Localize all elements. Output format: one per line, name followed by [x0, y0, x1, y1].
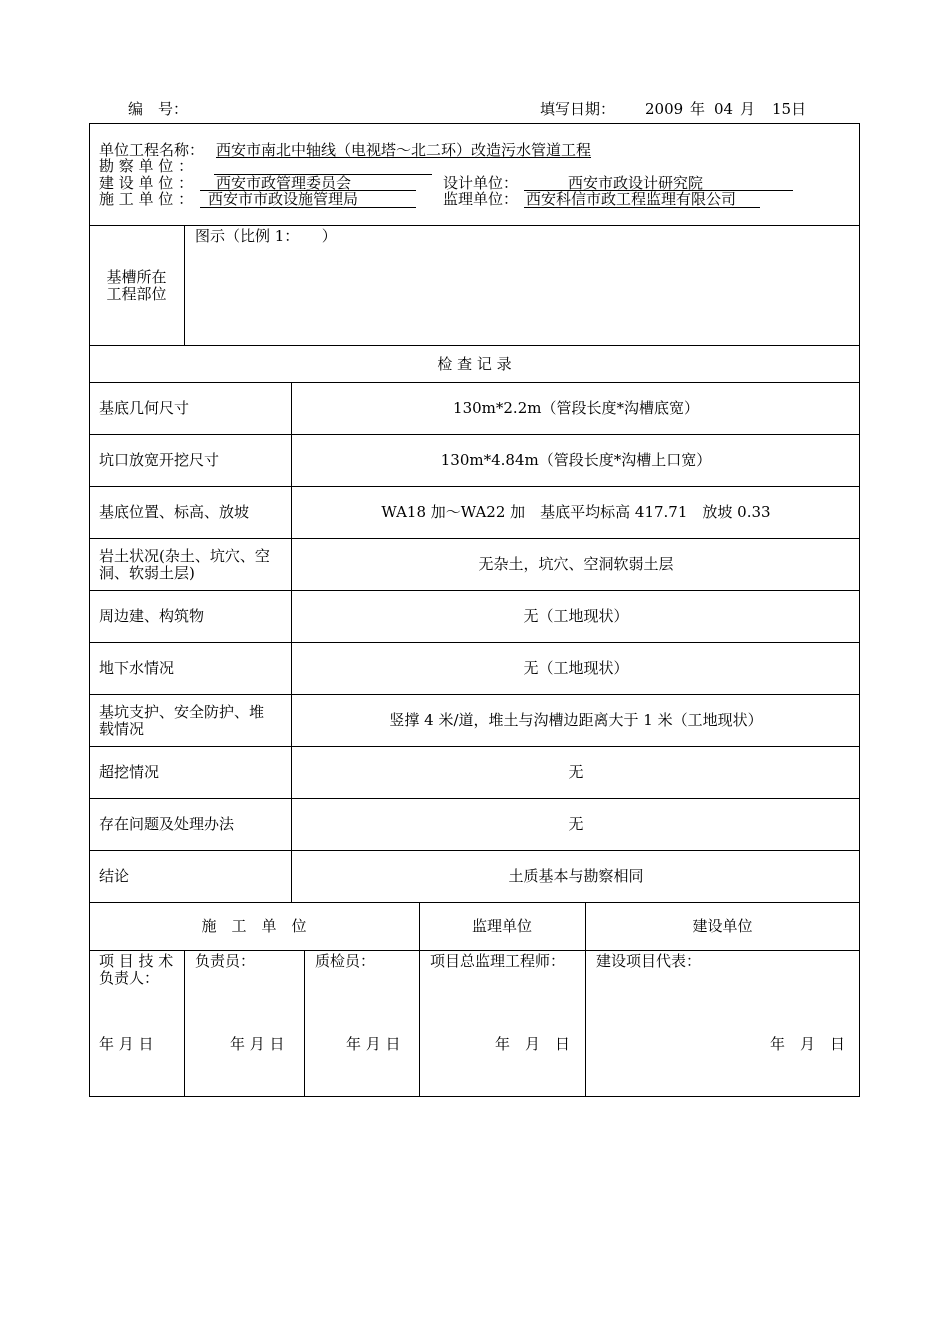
row-divider	[89, 538, 860, 539]
sig-col-divider-responsible	[304, 950, 305, 1097]
fill-date-month: 04	[714, 100, 734, 118]
unit-project-value: 西安市南北中轴线（电视塔～北二环）改造污水管道工程	[216, 141, 592, 159]
row-label: 坑口放宽开挖尺寸	[99, 451, 220, 469]
supervisor-label: 监理单位：	[443, 190, 519, 208]
row-value: 无（工地现状）	[523, 607, 629, 625]
builder-value: 西安市市政设施管理局	[208, 190, 359, 208]
supervisor-value: 西安科信市政工程监理有限公司	[526, 190, 737, 208]
owner-header: 建设单位	[692, 917, 753, 935]
date-inspector: 年 月 日	[346, 1035, 401, 1053]
row-value: WA18 加～WA22 加 基底平均标高 417.71 放坡 0.33	[381, 503, 771, 521]
chief-supervisor-label: 项目总监理工程师：	[430, 952, 566, 970]
row-value: 130m*4.84m（管段长度*沟槽上口宽）	[440, 451, 712, 469]
row-label: 地下水情况	[99, 659, 175, 677]
location-label-line2: 工程部位	[106, 285, 167, 303]
supervisor-underline	[524, 207, 760, 208]
design-unit-value: 西安市政设计研究院	[568, 174, 704, 192]
tech-lead-label-line2: 负责人：	[99, 969, 160, 987]
owner-rep-label: 建设项目代表：	[596, 952, 702, 970]
construction-owner-value: 西安市政管理委员会	[216, 174, 352, 192]
builder-underline	[200, 207, 416, 208]
row-label: 周边建、构筑物	[99, 607, 205, 625]
location-col-divider	[184, 225, 185, 345]
row-label: 基底位置、标高、放坡	[99, 503, 250, 521]
row-divider	[89, 590, 860, 591]
divider-sig-header	[89, 950, 860, 951]
tech-lead-label-line1: 项 目 技 术	[99, 952, 174, 970]
diagram-label: 图示（比例 1： ）	[195, 227, 337, 245]
date-supervisor: 年 月 日	[495, 1035, 571, 1053]
number-label: 编 号：	[128, 100, 189, 118]
row-divider	[89, 486, 860, 487]
location-label-line1: 基槽所在	[106, 268, 167, 286]
row-value: 竖撑 4 米/道，堆土与沟槽边距离大于 1 米（工地现状）	[389, 711, 763, 729]
row-value: 无	[568, 763, 584, 781]
date-tech-lead: 年 月 日	[99, 1035, 154, 1053]
row-value: 130m*2.2m（管段长度*沟槽底宽）	[453, 399, 699, 417]
supervisor-header: 监理单位	[471, 917, 532, 935]
date-owner: 年 月 日	[770, 1035, 846, 1053]
divider-signatures	[89, 902, 860, 903]
responsible-label: 负责员：	[195, 952, 256, 970]
fill-date-year-unit: 年	[690, 100, 706, 118]
row-label: 存在问题及处理办法	[99, 815, 235, 833]
row-divider	[89, 850, 860, 851]
design-unit-label: 设计单位：	[443, 174, 519, 192]
divider-inspection-title	[89, 382, 860, 383]
divider-location	[89, 345, 860, 346]
divider-project-info	[89, 225, 860, 226]
inspector-label: 质检员：	[315, 952, 376, 970]
row-divider	[89, 694, 860, 695]
fill-date-label: 填写日期：	[540, 100, 616, 118]
row-divider	[89, 746, 860, 747]
row-divider	[89, 798, 860, 799]
row-label: 超挖情况	[99, 763, 160, 781]
row-label: 结论	[99, 867, 130, 885]
fill-date-day: 15日	[772, 100, 807, 118]
builder-label: 施 工 单 位 ：	[99, 190, 194, 208]
inspection-title: 检 查 记 录	[437, 355, 512, 373]
row-label: 基底几何尺寸	[99, 399, 190, 417]
row-value: 无	[568, 815, 584, 833]
row-divider	[89, 642, 860, 643]
row-value: 无（工地现状）	[523, 659, 629, 677]
fill-date-month-unit: 月	[740, 100, 756, 118]
builder-header: 施 工 单 位	[201, 917, 307, 935]
row-label: 基坑支护、安全防护、堆 载情况	[99, 703, 265, 738]
survey-unit-label: 勘 察 单 位 ：	[99, 157, 194, 175]
row-label: 岩土状况(杂土、坑穴、空 洞、软弱土层)	[99, 547, 270, 582]
row-value: 土质基本与勘察相同	[508, 867, 644, 885]
row-divider	[89, 434, 860, 435]
row-value: 无杂土，坑穴、空洞软弱土层	[478, 555, 674, 573]
fill-date-year: 2009	[645, 100, 684, 118]
unit-project-label: 单位工程名称：	[99, 141, 205, 159]
sig-col-divider-tech	[184, 950, 185, 1097]
date-responsible: 年 月 日	[230, 1035, 285, 1053]
construction-owner-label: 建 设 单 位 ：	[99, 174, 194, 192]
